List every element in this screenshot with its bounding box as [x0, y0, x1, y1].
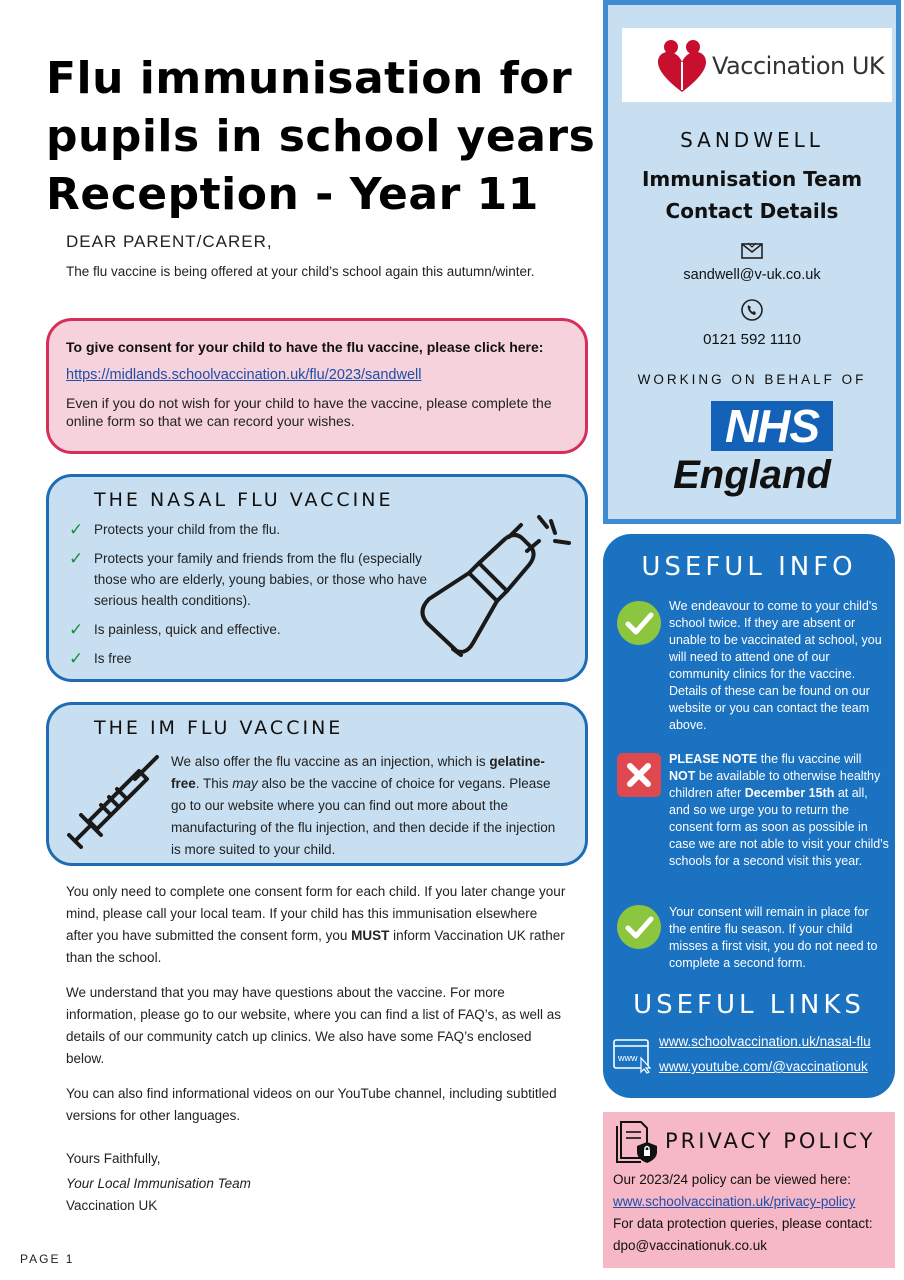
list-item-text: Protects your family and friends from the flu (especially those who are elderly, young babies, or those who have serious health conditions).: [94, 551, 427, 608]
consent-note: Even if you do not wish for your child to have the vaccine, please complete the online form so that we can record your wishes.: [66, 395, 552, 429]
web-icon-text: www: [618, 1053, 638, 1063]
info-text: the flu vaccine will: [757, 752, 862, 766]
info-item-deadline: [669, 751, 889, 870]
body-paragraph: [66, 881, 566, 969]
title-line: Flu immunisation for: [46, 53, 573, 104]
intro-text: The flu vaccine is being offered at your child’s school again this autumn/winter.: [66, 264, 535, 279]
body-paragraph: You can also find informational videos on our YouTube channel, including subtitled versions for other languages.: [66, 1086, 557, 1123]
page-title: [46, 50, 606, 224]
consent-box: [46, 318, 588, 454]
team-title-line: Immunisation Team: [641, 167, 863, 191]
contact-panel: [603, 0, 901, 524]
body-text-part: You only need to complete one consent form for each child. If you later change your mind, please call your local team. If your child has this immunisation elsewhere after you have submitted the consent form, you: [66, 884, 566, 943]
web-browser-icon: [613, 1038, 653, 1074]
consent-heading: To give consent for your child to have the flu vaccine, please click here:: [66, 339, 544, 355]
im-text-part: We also offer the flu vaccine as an injection, which is: [171, 754, 490, 769]
greeting: DEAR PARENT/CARER,: [66, 232, 273, 251]
im-vaccine-box: [46, 702, 588, 866]
im-text-bold: gelatine-free: [171, 754, 545, 791]
area-name: SANDWELL: [680, 128, 824, 152]
nhs-logo: [711, 401, 833, 451]
hearts-logo-icon: [656, 38, 708, 94]
title-line: pupils in school years: [46, 111, 596, 162]
check-icon: ✓: [69, 649, 84, 668]
check-icon: ✓: [69, 549, 84, 568]
info-bold: December 15th: [744, 786, 835, 800]
info-bold: PLEASE NOTE: [669, 752, 758, 766]
useful-links-title: USEFUL LINKS: [633, 990, 865, 1020]
check-icon: ✓: [69, 520, 84, 539]
privacy-panel: [603, 1112, 895, 1268]
consent-link[interactable]: https://midlands.schoolvaccination.uk/flu/2023/sandwell: [66, 367, 422, 383]
vaccination-uk-logo: [622, 28, 892, 102]
nasal-title: THE NASAL FLU VACCINE: [94, 489, 394, 511]
team-title-line: Contact Details: [665, 199, 839, 223]
privacy-text: For data protection queries, please contact:: [613, 1216, 873, 1231]
check-circle-icon: [616, 904, 662, 950]
im-description: [171, 751, 561, 861]
list-item: [69, 648, 439, 669]
im-text-italic: may: [232, 776, 258, 791]
info-item-visits: We endeavour to come to your child's school twice. If they are absent or unable to be vaccinated at school, you will need to attend one of our community clinics for the vaccine. Details of these can be found on our website or you can contact the team above.: [669, 599, 882, 732]
contact-email[interactable]: sandwell@v-uk.co.uk: [683, 267, 821, 283]
info-text: be available to otherwise healthy children after: [669, 769, 881, 800]
list-item-text: Protects your child from the flu.: [94, 522, 281, 537]
list-item-text: Is free: [94, 651, 132, 666]
info-bold: NOT: [669, 769, 696, 783]
body-paragraph: We understand that you may have questions about the vaccine. For more information, please go to our website, where you can find a list of FAQ’s, as well as details of our community catch up clinics. We also have some FAQ’s enclosed below.: [66, 985, 562, 1066]
list-item: [69, 519, 439, 540]
nasal-vaccine-box: [46, 474, 588, 682]
signature-team: Your Local Immunisation Team: [66, 1176, 251, 1191]
body-text-part: inform Vaccination UK rather than the school.: [66, 928, 565, 965]
list-item: [69, 619, 439, 640]
check-circle-icon: [616, 600, 662, 646]
team-title: [608, 163, 896, 227]
behalf-label: WORKING ON BEHALF OF: [637, 372, 867, 387]
privacy-policy-link[interactable]: www.schoolvaccination.uk/privacy-policy: [613, 1194, 856, 1209]
list-item-text: Is painless, quick and effective.: [94, 622, 281, 637]
cross-icon: [616, 752, 662, 798]
check-icon: ✓: [69, 620, 84, 639]
closing: Yours Faithfully,: [66, 1151, 161, 1166]
im-text-part: . This: [195, 776, 233, 791]
title-line: Reception - Year 11: [46, 169, 539, 220]
nhs-logo-text: NHS: [724, 400, 820, 452]
privacy-document-lock-icon: [613, 1118, 659, 1164]
syringe-icon: [61, 751, 165, 855]
phone-icon: [608, 298, 896, 327]
privacy-text: Our 2023/24 policy can be viewed here:: [613, 1172, 851, 1187]
nasal-spray-icon: [409, 507, 579, 667]
list-item: [69, 548, 439, 611]
info-item-consent: Your consent will remain in place for the entire flu season. If your child misses a first visit, you do not need to complete a second form.: [669, 905, 878, 970]
privacy-email[interactable]: dpo@vaccinationuk.co.uk: [613, 1238, 768, 1253]
logo-text: Vaccination UK: [712, 52, 885, 80]
body-text-bold: MUST: [351, 928, 390, 943]
envelope-icon: [608, 241, 896, 264]
useful-info-title: USEFUL INFO: [641, 552, 857, 582]
info-text: at all, and so we urge you to return the consent form as soon as possible in case we are not able to visit your child's schools for a second visit this year.: [669, 786, 889, 868]
nasal-benefits-list: [69, 519, 439, 677]
contact-phone[interactable]: 0121 592 1110: [703, 331, 801, 348]
privacy-title: PRIVACY POLICY: [665, 1129, 876, 1153]
england-label: England: [673, 453, 831, 497]
signature-org: Vaccination UK: [66, 1198, 158, 1213]
link-youtube[interactable]: www.youtube.com/@vaccinationuk: [659, 1059, 868, 1074]
page-number: PAGE 1: [20, 1252, 75, 1266]
im-title: THE IM FLU VACCINE: [94, 717, 344, 739]
useful-info-panel: [603, 534, 895, 1098]
im-text-part: also be the vaccine of choice for vegans. Please go to our website where you can find out more about the manufacturing of the flu injection, and then decide if the injection is more suited to your child.: [171, 776, 556, 857]
link-nasal-flu[interactable]: www.schoolvaccination.uk/nasal-flu: [659, 1034, 871, 1049]
